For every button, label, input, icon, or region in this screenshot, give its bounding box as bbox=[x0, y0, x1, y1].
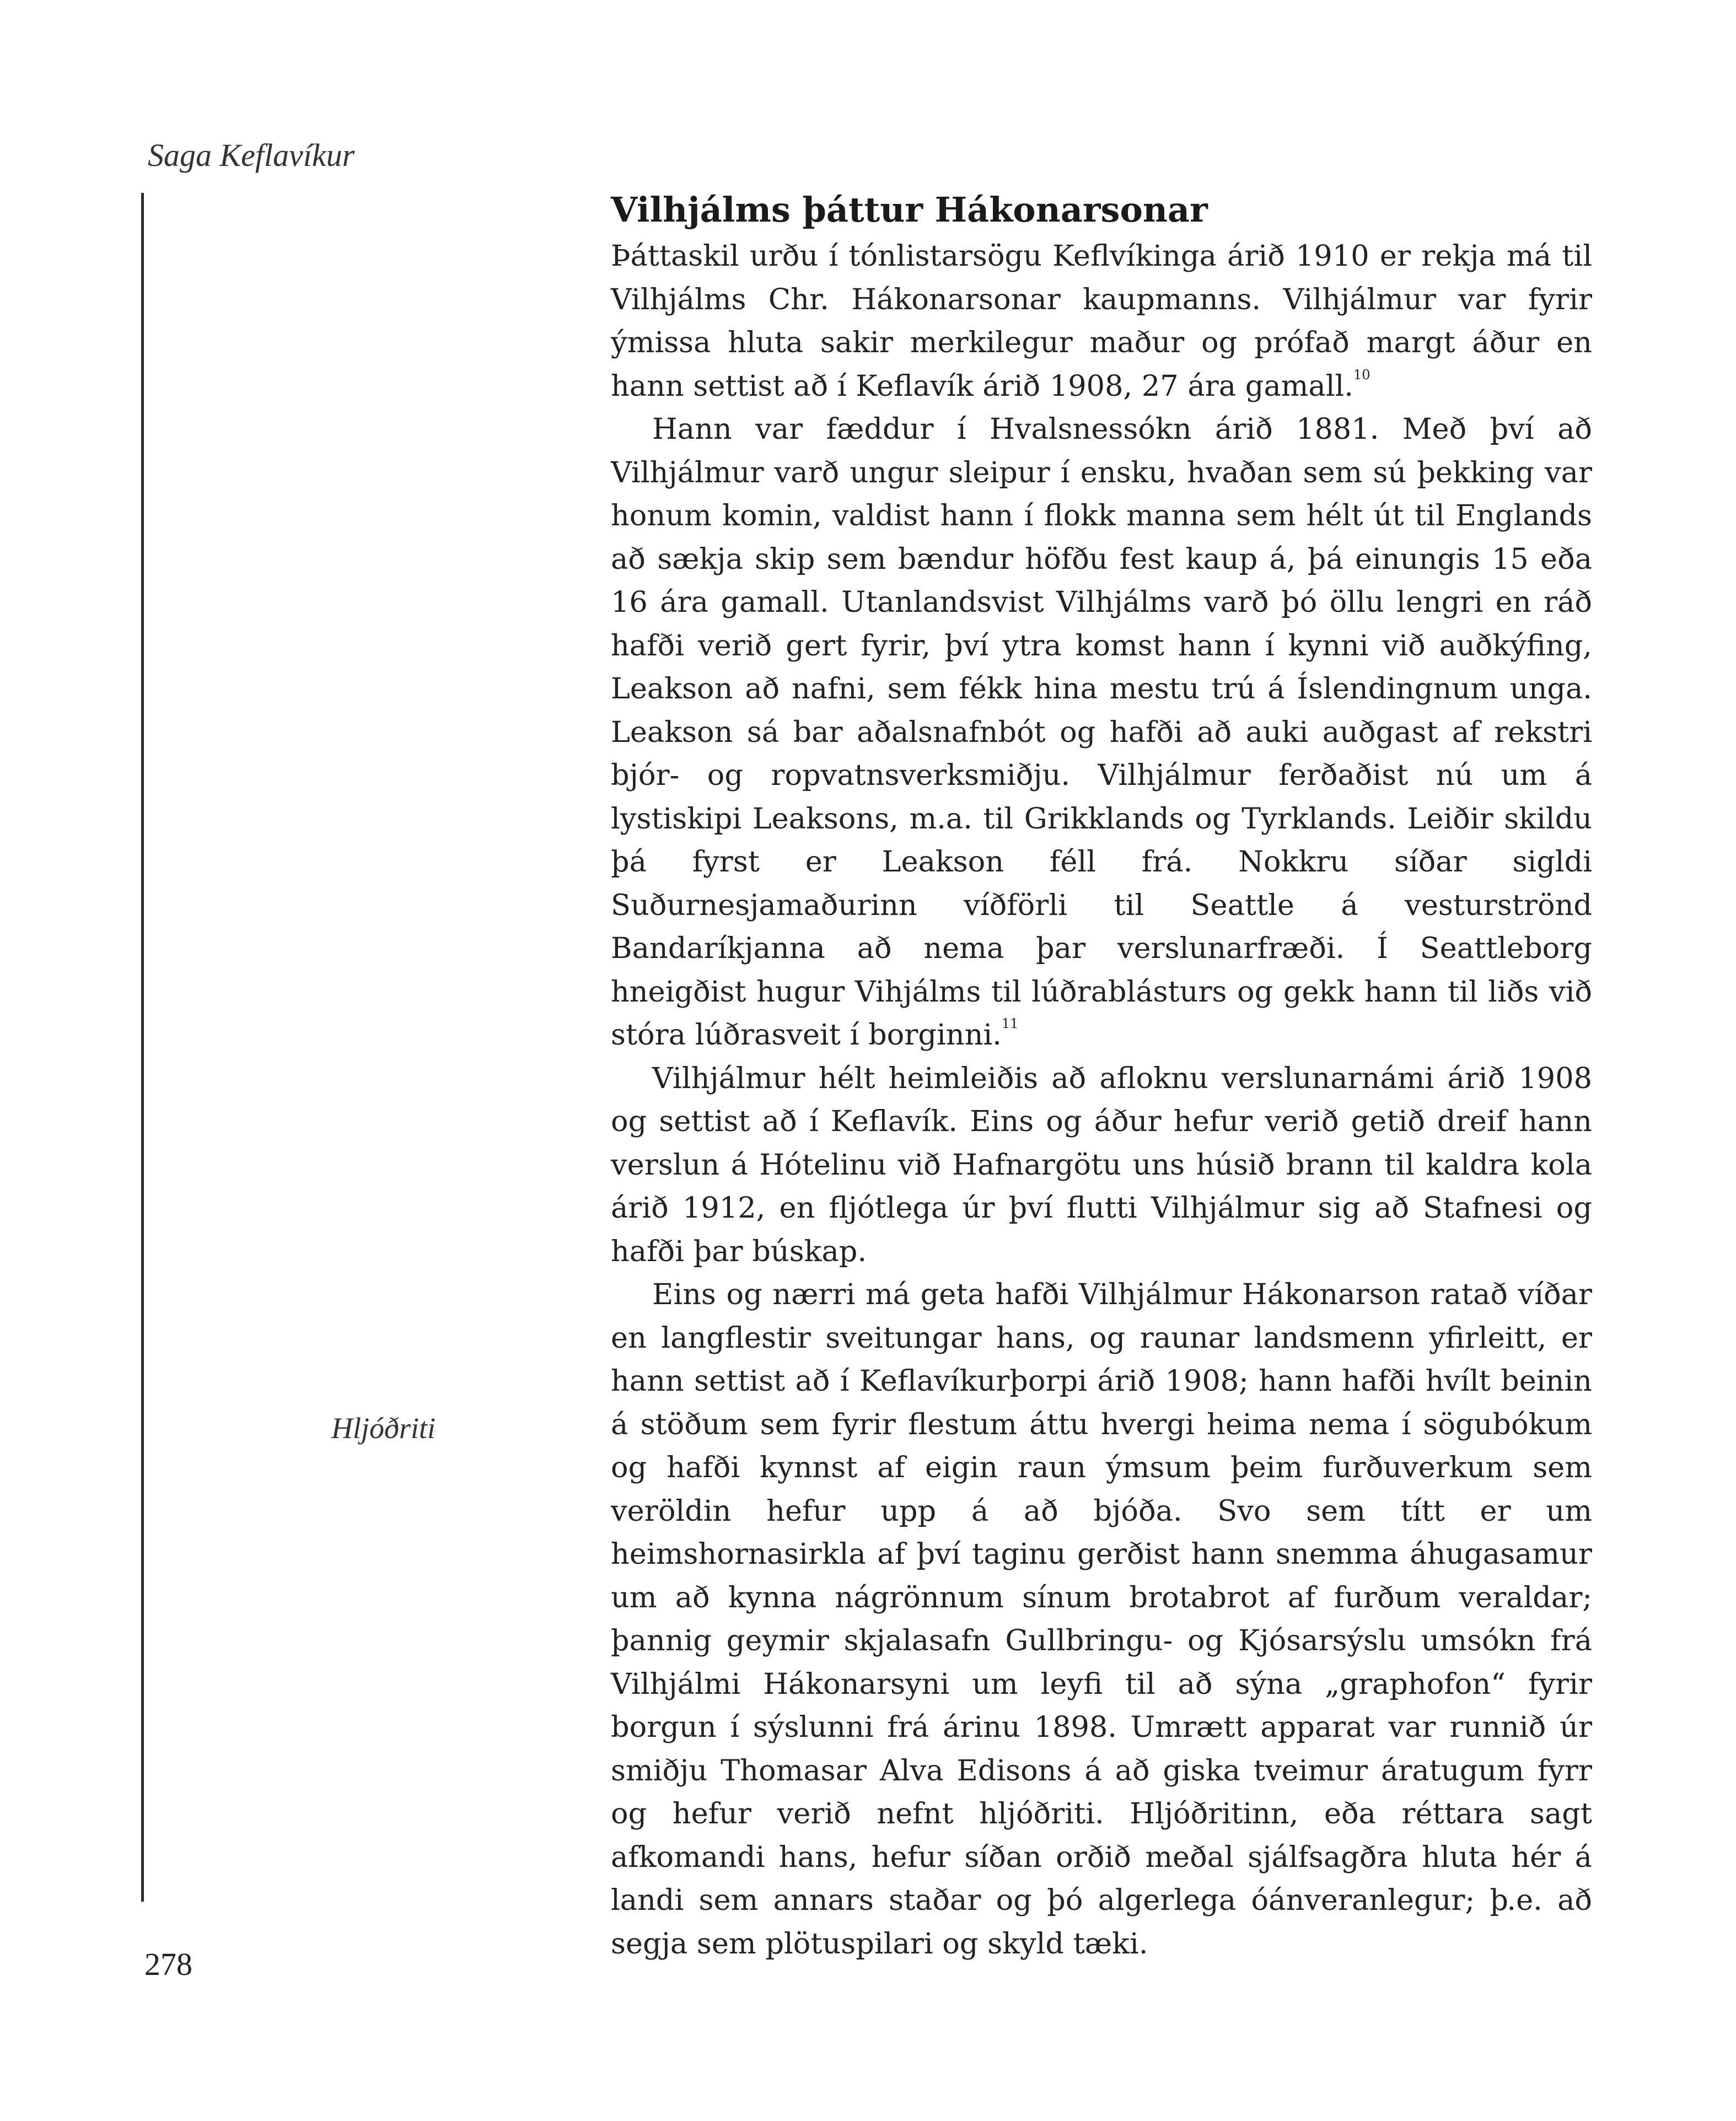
paragraph-text: Hann var fæddur í Hvalsnessókn árið 1881. Með því að Vilhjálmur varð ungur sleipur í ensku, hvaðan sem sú þekking var honum komin, valdist hann í flokk manna sem hélt út til Englands að sækja skip sem bændur höfðu fest kaup á, þá einungis 15 eða 16 ára gamall. Utanlandsvist Vilhjálms varð þó öllu lengri en ráð hafði verið gert fyrir, því ytra komst hann í kynni við auðkýfing, Leakson að nafni, sem fékk hina mestu trú á Íslendingnum unga. Leakson sá bar aðalsnafnbót og hafði að auki auðgast af rekstri bjór- og ropvatnsverksmiðju. Vilhjálmur ferðaðist nú um á lystiskipi Leaksons, m.a. til Grikklands og Tyrklands. Leiðir skildu þá fyrst er Leakson féll frá. Nokkru síðar sigldi Suðurnesjamaðurinn víðförli til Seattle á vesturströnd Bandaríkjanna að nema þar verslunarfræði. Í Seattleborg hneigðist hugur Vihjálms til lúðrablásturs og gekk hann til liðs við stóra lúðrasveit í borginni. bbox=[611, 412, 1592, 1052]
paragraph-text: Eins og nærri má geta hafði Vilhjálmur Hákonarson ratað víðar en langflestir sveitungar hans, og raunar landsmenn yfirleitt, er hann settist að í Keflavíkurþorpi árið 1908; hann hafði hvílt beinin á stöðum sem fyrir flestum áttu hvergi heima nema í sögubókum og hafði kynnst af eigin raun ýmsum þeim furðuverkum sem veröldin hefur upp á að bjóða. Svo sem títt er um heimshornasirkla af því taginu gerðist hann snemma áhugasamur um að kynna nágrönnum sínum brotabrot af furðum veraldar; þannig geymir skjalasafn Gullbringu- og Kjósarsýslu umsókn frá Vilhjálmi Hákonarsyni um leyfi til að sýna „graphofon“ fyrir borgun í sýslunni frá árinu 1898. Umrætt apparat var runnið úr smiðju Thomasar Alva Edisons á að giska tveimur áratugum fyrr og hefur verið nefnt hljóðriti. Hljóðritinn, eða réttara sagt afkomandi hans, hefur síðan orðið meðal sjálfsagðra hluta hér á landi sem annars staðar og þó algerlega óánveranlegur; þ.e. að segja sem plötuspilari og skyld tæki. bbox=[611, 1278, 1592, 1961]
paragraph-text: Vilhjálmur hélt heimleiðis að afloknu verslunarnámi árið 1908 og settist að í Keflavík. Eins og áður hefur verið getið dreif hann verslun á Hótelinu við Hafnargötu uns húsið brann til kaldra kola árið 1912, en fljótlega úr því flutti Vilhjálmur sig að Stafnesi og hafði þar búskap. bbox=[611, 1061, 1592, 1268]
section-title: Vilhjálms þáttur Hákonarsonar bbox=[611, 190, 1208, 230]
paragraph bbox=[611, 1273, 1592, 1966]
main-text-column bbox=[611, 187, 1592, 1966]
footnote-marker[interactable]: 10 bbox=[1353, 367, 1370, 383]
running-head: Saga Keflavíkur bbox=[148, 137, 355, 173]
paragraph bbox=[611, 235, 1592, 408]
paragraph bbox=[611, 408, 1592, 1057]
margin-rule bbox=[141, 193, 144, 1902]
paragraph bbox=[611, 1057, 1592, 1274]
margin-note: Hljóðriti bbox=[331, 1412, 436, 1445]
page-number: 278 bbox=[144, 1946, 192, 1982]
footnote-marker[interactable]: 11 bbox=[1001, 1016, 1019, 1031]
paragraph-text: Þáttaskil urðu í tónlistarsögu Keflvíkinga árið 1910 er rekja má til Vilhjálms Chr. Hákonarsonar kaupmanns. Vilhjálmur var fyrir ýmissa hluta sakir merkilegur maður og prófað margt áður en hann settist að í Keflavík árið 1908, 27 ára gamall. bbox=[611, 239, 1592, 403]
